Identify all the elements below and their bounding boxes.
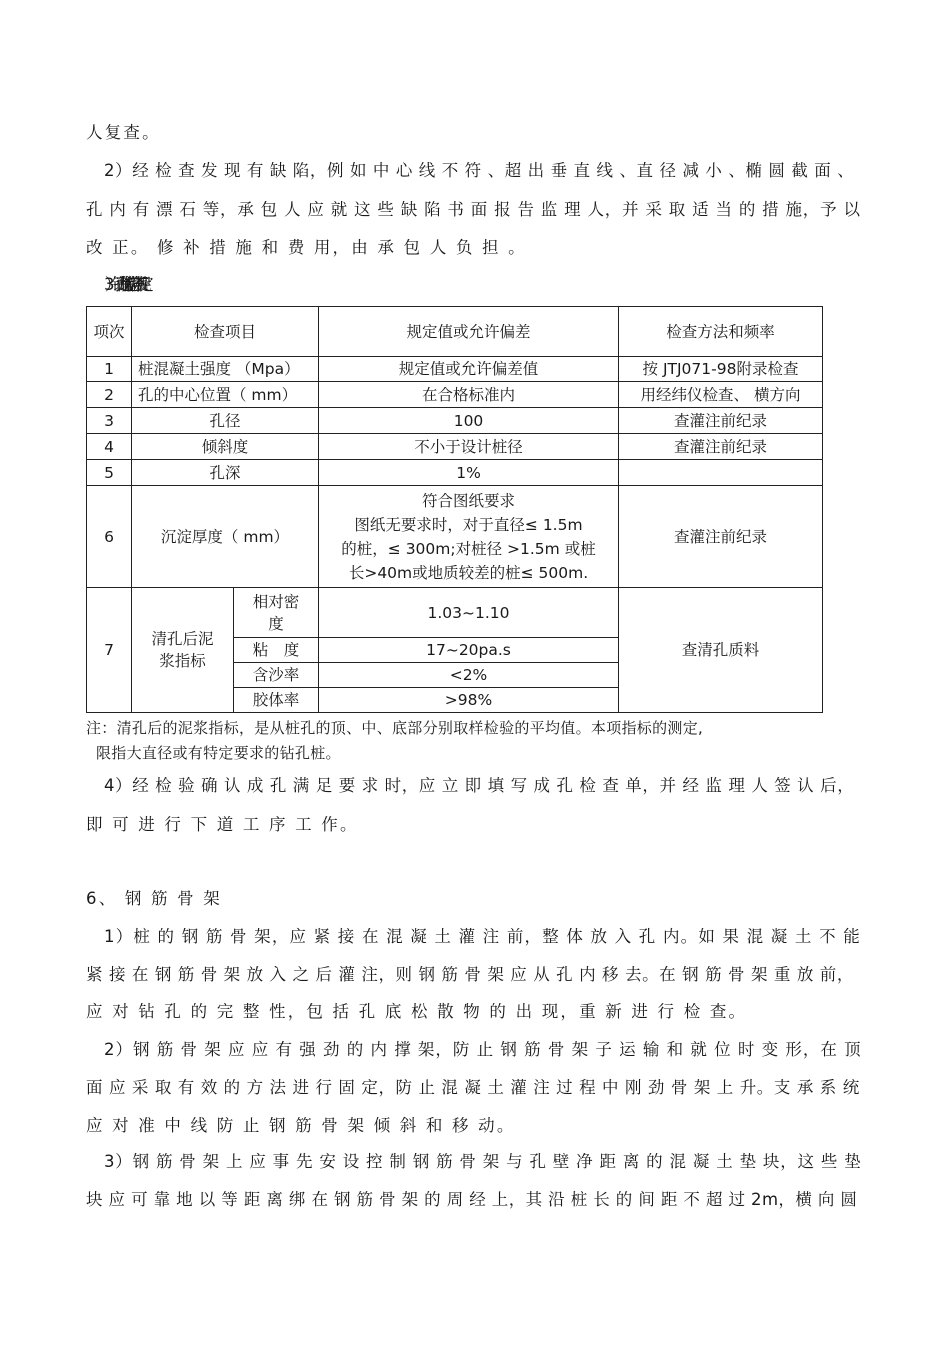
row-item: 孔深 bbox=[132, 460, 319, 486]
row-item: 倾斜度 bbox=[132, 434, 319, 460]
header-item: 检查项目 bbox=[132, 307, 319, 357]
row-spec bbox=[319, 486, 619, 588]
table-note: 限指大直径或有特定要求的钻孔桩。 bbox=[96, 744, 341, 762]
tolerance-table bbox=[86, 306, 823, 713]
paragraph-line: 2）经 检 查 发 现 有 缺 陷，例 如 中 心 线 不 符 、超 出 垂 直 线 、直 径 减 小 、椭 圆 截 面 、 bbox=[104, 161, 855, 180]
sub-label: 含沙率 bbox=[234, 663, 319, 688]
row-item: 沉淀厚度（ mm） bbox=[132, 486, 319, 588]
spec-line: 图纸无要求时，对于直径≤ 1.5m bbox=[354, 515, 583, 534]
table-row bbox=[87, 434, 823, 460]
row-method: 按 JTJ071-98附录检查 bbox=[619, 357, 823, 382]
table-row bbox=[87, 357, 823, 382]
spec-line: 长>40m或地质较差的桩≤ 500m. bbox=[348, 563, 589, 582]
table-row bbox=[87, 408, 823, 434]
paragraph-line: 2）钢 筋 骨 架 应 应 有 强 劲 的 内 撑 架，防 止 钢 筋 骨 架 子 运 输 和 就 位 时 变 形，在 顶 bbox=[104, 1040, 862, 1059]
sub-label: 胶体率 bbox=[234, 688, 319, 713]
paragraph-line: 改 正。 修 补 措 施 和 费 用，由 承 包 人 负 担 。 bbox=[86, 238, 527, 257]
table-row bbox=[87, 588, 823, 638]
row-spec: 规定值或允许偏差值 bbox=[319, 357, 619, 382]
row-no: 6 bbox=[87, 486, 132, 588]
paragraph-line: 块 应 可 靠 地 以 等 距 离 绑 在 钢 筋 骨 架 的 周 经 上，其 沿 桩 长 的 间 距 不 超 过 2m，横 向 圆 bbox=[86, 1190, 858, 1209]
row-spec: 100 bbox=[319, 408, 619, 434]
row-method bbox=[619, 460, 823, 486]
row-no: 3 bbox=[87, 408, 132, 434]
spec-line: 符合图纸要求 bbox=[421, 491, 515, 510]
paragraph-line: 紧 接 在 钢 筋 骨 架 放 入 之 后 灌 注，则 钢 筋 骨 架 应 从 孔 内 移 去。在 钢 筋 骨 架 重 放 前， bbox=[86, 965, 855, 984]
spec-line: 的桩，≤ 300m;对桩径 >1.5m 或桩 bbox=[341, 539, 596, 558]
row-item: 桩混凝土强度 （Mpa） bbox=[132, 357, 319, 382]
row-item bbox=[132, 588, 234, 713]
row-spec: 1% bbox=[319, 460, 619, 486]
row-method: 查灌注前纪录 bbox=[619, 434, 823, 460]
paragraph-line: 人复查。 bbox=[86, 123, 161, 142]
row-method: 用经纬仪检查、 横方向 bbox=[619, 382, 823, 408]
table-header-row bbox=[87, 307, 823, 357]
sub-value: 1.03~1.10 bbox=[319, 588, 619, 638]
row-method: 查清孔质料 bbox=[619, 588, 823, 713]
row-no: 7 bbox=[87, 588, 132, 713]
sub-label: 相对密度 bbox=[234, 588, 319, 638]
row-method: 查灌注前纪录 bbox=[619, 486, 823, 588]
table-note: 注：清孔后的泥浆指标，是从桩孔的顶、中、底部分别取样检验的平均值。本项指标的测定, bbox=[86, 719, 704, 737]
row-item: 孔的中心位置（ mm） bbox=[132, 382, 319, 408]
row-item: 孔径 bbox=[132, 408, 319, 434]
row-no: 2 bbox=[87, 382, 132, 408]
row-no: 1 bbox=[87, 357, 132, 382]
paragraph-line: 应 对 准 中 线 防 止 钢 筋 骨 架 倾 斜 和 移 动。 bbox=[86, 1116, 516, 1135]
row-no: 5 bbox=[87, 460, 132, 486]
paragraph-line: 应 对 钻 孔 的 完 整 性，包 括 孔 底 松 散 物 的 出 现，重 新 进 行 检 查。 bbox=[86, 1002, 748, 1021]
paragraph-line: 即 可 进 行 下 道 工 序 工 作。 bbox=[86, 815, 359, 834]
sub-value: <2% bbox=[319, 663, 619, 688]
header-method: 检查方法和频率 bbox=[619, 307, 823, 357]
section-heading: 6、 钢 筋 骨 架 bbox=[86, 889, 222, 908]
paragraph-line: 孔 内 有 漂 石 等，承 包 人 应 就 这 些 缺 陷 书 面 报 告 监 理 人，并 采 取 适 当 的 措 施，予 以 bbox=[86, 200, 861, 219]
table-row bbox=[87, 460, 823, 486]
paragraph-line: 3）钢 筋 骨 架 上 应 事 先 安 设 控 制 钢 筋 骨 架 与 孔 壁 净 距 离 的 混 凝 土 垫 块，这 些 垫 bbox=[104, 1152, 862, 1171]
table-row bbox=[87, 382, 823, 408]
paragraph-line: 面 应 采 取 有 效 的 方 法 进 行 固 定，防 止 混 凝 土 灌 注 过 程 中 刚 劲 骨 架 上 升。支 承 系 统 bbox=[86, 1078, 860, 1097]
header-no: 项次 bbox=[87, 307, 132, 357]
sub-label: 粘 度 bbox=[234, 638, 319, 663]
sub-value: 17~20pa.s bbox=[319, 638, 619, 663]
table-row bbox=[87, 486, 823, 588]
row-no: 4 bbox=[87, 434, 132, 460]
header-spec: 规定值或允许偏差 bbox=[319, 307, 619, 357]
row-spec: 在合格标准内 bbox=[319, 382, 619, 408]
item-line: 清孔后泥 bbox=[151, 630, 214, 648]
sub-value: >98% bbox=[319, 688, 619, 713]
paragraph-line: 1）桩 的 钢 筋 骨 架，应 紧 接 在 混 凝 土 灌 注 前，整 体 放 入 孔 内。如 果 混 凝 土 不 能 bbox=[104, 927, 861, 946]
paragraph-line: 4）经 检 验 确 认 成 孔 满 足 要 求 时，应 立 即 填 写 成 孔 检 查 单，并 经 监 理 人 签 认 后， bbox=[104, 776, 855, 795]
row-spec: 不小于设计桩径 bbox=[319, 434, 619, 460]
row-method: 查灌注前纪录 bbox=[619, 408, 823, 434]
item-line: 浆指标 bbox=[159, 652, 206, 670]
paragraph-line: 3）钻 孔 允 许 偏 差 应 符 合 下 表 规 定 bbox=[104, 275, 144, 294]
